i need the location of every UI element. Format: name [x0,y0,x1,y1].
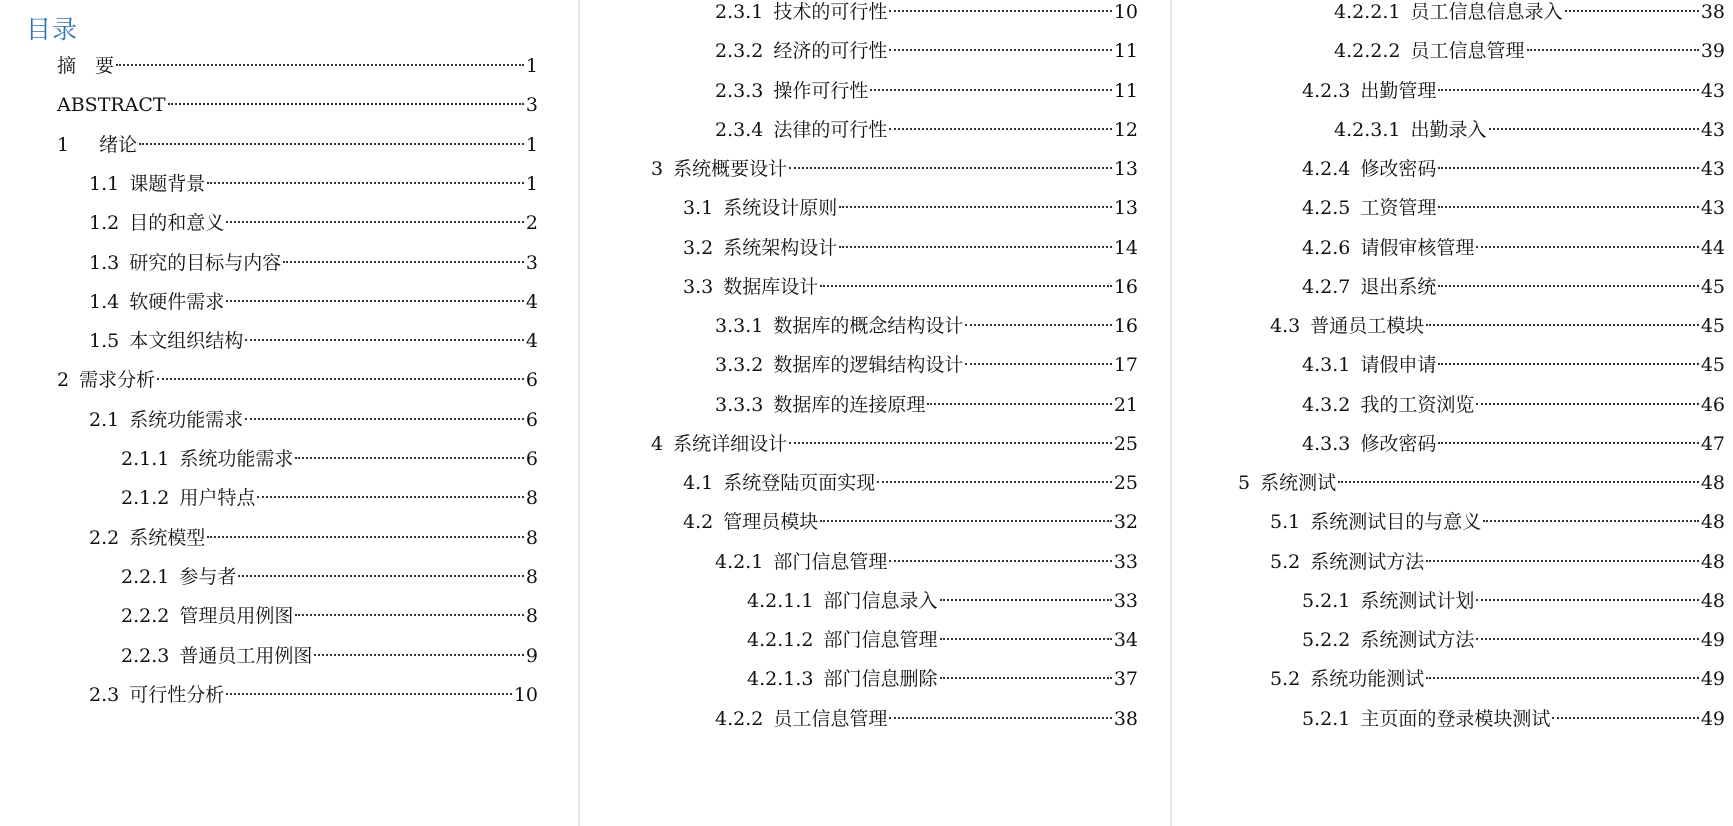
toc-entry-number: 2.2.2 [121,605,170,628]
toc-dot-leader [889,10,1111,12]
toc-entry-page-number: 12 [1113,118,1138,141]
toc-entry-number: 4.2 [683,511,714,534]
toc-dot-leader [283,261,524,263]
toc-dot-leader [226,300,524,302]
toc-entry-number: 2.2.3 [121,644,170,667]
toc-entry[interactable] [747,665,1138,693]
toc-entry-page-number: 33 [1113,550,1138,573]
toc-entry-page-number: 45 [1700,354,1725,377]
toc-entry[interactable] [89,681,538,709]
toc-entry-number: 2.2.1 [121,565,170,588]
toc-entry-page-number: 1 [525,133,538,156]
toc-dot-leader [940,638,1112,640]
toc-entry[interactable] [89,209,538,237]
toc-dot-leader [1527,49,1699,51]
toc-entry[interactable] [121,563,538,591]
toc-entry-page-number: 16 [1113,315,1138,337]
toc-entry-label: 系统测试计划 [1360,589,1475,612]
toc-entry-label: 数据库设计 [723,275,819,298]
toc-entry-number: 2.1.1 [121,448,170,470]
toc-dot-leader [789,442,1112,444]
toc-entry-label: 普通员工用例图 [179,644,313,667]
toc-entry-page-number: 13 [1113,197,1138,220]
toc-entry-page-number: 13 [1113,158,1138,180]
toc-entry[interactable] [121,642,538,670]
toc-entry-label: 部门信息删除 [823,668,938,691]
toc-dot-leader [965,324,1111,326]
toc-entry-label: 数据库的概念结构设计 [773,315,964,337]
toc-entry-page-number: 6 [525,408,538,431]
toc-dot-leader [820,285,1112,287]
toc-entry-number: 4.3.2 [1302,393,1351,416]
toc-entry[interactable] [89,406,538,434]
toc-entry-page-number: 16 [1113,275,1138,298]
toc-entry-number: 4.2.2 [715,707,764,730]
toc-dot-leader [238,575,524,577]
toc-entry-page-number: 48 [1700,511,1725,534]
toc-entry[interactable] [121,602,538,630]
toc-entry[interactable] [1302,626,1725,654]
toc-entry-number: 3.3 [683,275,714,298]
toc-entry-label: 请假审核管理 [1360,236,1475,259]
toc-entry[interactable] [715,0,1138,26]
toc-entry[interactable] [121,484,538,512]
toc-dot-leader [1476,403,1698,405]
toc-entry-number: 3.3.3 [715,393,764,416]
toc-dot-leader [257,496,524,498]
toc-entry-page-number: 38 [1700,1,1725,23]
toc-entry-page-number: 25 [1113,472,1138,494]
toc-entry-number: 2.3.3 [715,79,764,102]
toc-entry[interactable] [1302,391,1725,419]
toc-dot-leader [820,520,1112,522]
toc-entry-label: 部门信息录入 [823,589,938,612]
toc-entry-number: 4.2.5 [1302,197,1351,220]
toc-entry-page-number: 1 [525,172,538,195]
toc-entry[interactable] [1334,0,1725,26]
toc-entry-label: 管理员模块 [723,511,819,534]
toc-entry-label: 数据库的逻辑结构设计 [773,354,964,377]
toc-dot-leader [1426,324,1699,326]
toc-entry-label: 可行性分析 [129,683,225,706]
toc-entry[interactable] [1238,469,1725,497]
toc-entry-label: 软硬件需求 [129,290,225,313]
toc-entry-number: 4.2.1.1 [747,589,814,612]
toc-entry-page-number: 10 [513,683,538,706]
toc-entry-number: 4.2.7 [1302,275,1351,298]
toc-dot-leader [1438,363,1698,365]
toc-entry-label: 系统详细设计 [673,432,788,455]
toc-entry-number: 5.1 [1270,511,1301,534]
toc-entry-label: 部门信息管理 [773,550,888,573]
toc-entry-label: 系统功能需求 [179,448,294,470]
toc-entry-number: 2.3 [89,683,120,706]
toc-entry-page-number: 2 [525,212,538,235]
toc-dot-leader [295,614,524,616]
toc-entry-label: 系统测试方法 [1310,550,1425,573]
toc-entry-page-number: 43 [1700,118,1725,141]
toc-entry[interactable] [89,524,538,552]
toc-entry-page-number: 3 [525,94,538,117]
toc-entry[interactable] [1302,351,1725,379]
toc-entry-page-number: 6 [525,448,538,470]
toc-dot-leader [889,717,1111,719]
toc-entry[interactable] [89,249,538,277]
toc-entry-page-number: 34 [1113,629,1138,651]
toc-entry-number: 5.2.1 [1302,589,1351,612]
toc-dot-leader [1476,638,1698,640]
toc-dot-leader [226,693,512,695]
toc-entry-page-number: 47 [1700,432,1725,455]
toc-entry-label: 研究的目标与内容 [129,251,282,274]
toc-dot-leader [116,64,524,66]
toc-entry-number: 1.2 [89,212,120,235]
toc-entry-number: 2 [57,369,70,392]
toc-entry-number: 5.2.1 [1302,707,1351,730]
toc-entry[interactable] [683,469,1138,497]
toc-entry-number: 4.2.3.1 [1334,118,1401,141]
toc-entry-number: 1.3 [89,251,120,274]
toc-entry[interactable] [715,705,1138,733]
toc-entry-page-number: 38 [1113,707,1138,730]
toc-dot-leader [295,457,524,459]
toc-page-1 [0,0,578,826]
toc-entry-label: 主页面的登录模块测试 [1360,707,1551,730]
toc-entry[interactable] [1302,234,1725,262]
toc-entry[interactable] [57,91,538,119]
toc-entry-label: 参与者 [179,565,237,588]
toc-entry[interactable] [715,77,1138,105]
toc-entry-label: 修改密码 [1360,432,1437,455]
toc-dot-leader [1338,481,1699,483]
toc-dot-leader [226,221,524,223]
toc-dot-leader [965,363,1111,365]
toc-entry[interactable] [715,548,1138,576]
toc-entry-page-number: 48 [1700,589,1725,612]
toc-dot-leader [1438,206,1698,208]
toc-entry[interactable] [1302,194,1725,222]
toc-entry[interactable] [1270,548,1725,576]
toc-dot-leader [1438,442,1698,444]
toc-entry-label: 普通员工模块 [1310,315,1425,337]
toc-dot-leader [1426,560,1699,562]
toc-entry[interactable] [651,155,1138,183]
toc-entry[interactable] [683,194,1138,222]
toc-entry-page-number: 25 [1113,432,1138,455]
toc-entry-page-number: 3 [525,251,538,274]
toc-entry-label: 系统概要设计 [673,158,788,180]
toc-entry-label: 员工信息信息录入 [1410,1,1563,23]
toc-entry[interactable] [1302,587,1725,615]
toc-entry[interactable] [1270,508,1725,536]
toc-entry-label: 数据库的连接原理 [773,393,926,416]
toc-entry-page-number: 45 [1700,315,1725,337]
toc-entry-page-number: 11 [1113,79,1138,102]
toc-dot-leader [877,481,1112,483]
toc-entry-label: 修改密码 [1360,158,1437,180]
toc-entry-number: 4.2.3 [1302,79,1351,102]
toc-dot-leader [889,128,1111,130]
toc-entry-number: 4.2.4 [1302,158,1351,180]
toc-entry[interactable] [121,445,538,473]
toc-entry-number: 1.1 [89,172,120,195]
toc-dot-leader [839,246,1112,248]
toc-entry-number: 2.2 [89,526,120,549]
toc-entry[interactable] [1270,665,1725,693]
toc-entry-page-number: 32 [1113,511,1138,534]
toc-entry-page-number: 8 [525,487,538,510]
toc-entry-label: 退出系统 [1360,275,1437,298]
toc-entry-page-number: 8 [525,605,538,628]
toc-entry-number: 摘 要 [57,55,115,77]
toc-entry-number: 2.3.2 [715,40,764,63]
toc-entry[interactable] [747,587,1138,615]
toc-entry-page-number: 43 [1700,197,1725,220]
toc-entry-number: 4.3 [1270,315,1301,337]
toc-entry-number: 5.2 [1270,668,1301,691]
toc-entry-page-number: 21 [1113,393,1138,416]
toc-entry-number: 4.3.1 [1302,354,1351,377]
toc-entry-number: 5.2.2 [1302,629,1351,651]
toc-entry-page-number: 45 [1700,275,1725,298]
toc-dot-leader [1438,167,1698,169]
toc-entry[interactable] [651,430,1138,458]
toc-entry-label: 我的工资浏览 [1360,393,1475,416]
toc-entry[interactable] [715,391,1138,419]
toc-dot-leader [314,654,524,656]
toc-entry-number: 5.2 [1270,550,1301,573]
toc-entry-number: 3 [651,158,664,180]
toc-entry-number: 1 [57,133,70,156]
toc-entry-label: 管理员用例图 [179,605,294,628]
toc-entry[interactable] [715,37,1138,65]
toc-entry[interactable] [57,52,538,80]
toc-entry-label: 需求分析 [79,369,156,392]
toc-dot-leader [245,418,524,420]
toc-dot-leader [1476,246,1698,248]
toc-entry[interactable] [1302,273,1725,301]
toc-entry-label: 技术的可行性 [773,1,888,23]
toc-entry-page-number: 33 [1113,589,1138,612]
toc-entry-page-number: 39 [1700,40,1725,63]
toc-entry-page-number: 48 [1700,550,1725,573]
toc-dot-leader [927,403,1111,405]
toc-page-2 [580,0,1170,826]
toc-dot-leader [139,143,524,145]
toc-entry-page-number: 6 [525,369,538,392]
toc-entry-label: 出勤录入 [1410,118,1487,141]
toc-entry-number: 1.4 [89,290,120,313]
toc-entry-page-number: 1 [525,55,538,77]
toc-dot-leader [1489,128,1699,130]
toc-entry-label: 系统功能测试 [1310,668,1425,691]
toc-entry[interactable] [1302,77,1725,105]
toc-entry-page-number: 37 [1113,668,1138,691]
toc-entry-number: 4.2.2.1 [1334,1,1401,23]
toc-entry[interactable] [89,288,538,316]
toc-entry-label: 系统测试 [1260,472,1337,494]
toc-entry[interactable] [1270,312,1725,340]
toc-entry-number: 5 [1238,472,1251,494]
toc-entry-number: 4.2.1.3 [747,668,814,691]
toc-dot-leader [1426,677,1699,679]
toc-dot-leader [940,599,1112,601]
toc-entry-label: 系统测试方法 [1360,629,1475,651]
toc-entry-page-number: 49 [1700,668,1725,691]
toc-entry-number: 2.3.1 [715,1,764,23]
toc-entry-number: 3.1 [683,197,714,220]
toc-entry-page-number: 46 [1700,393,1725,416]
toc-entry-label: 员工信息管理 [1410,40,1525,63]
toc-entry-number: 4.3.3 [1302,432,1351,455]
toc-entry-number: 4.2.1.2 [747,629,814,651]
toc-entry-label: 课题背景 [129,172,206,195]
toc-dot-leader [168,103,524,105]
toc-entry-page-number: 4 [525,330,538,353]
toc-entry-label: 系统设计原则 [723,197,838,220]
toc-entry-page-number: 8 [525,565,538,588]
toc-entry-number: 4 [651,432,664,455]
toc-entry-number: ABSTRACT [57,94,166,117]
toc-entry-label: 法律的可行性 [773,118,888,141]
toc-entry[interactable] [683,273,1138,301]
toc-dot-leader [1476,599,1698,601]
toc-entry[interactable] [683,508,1138,536]
toc-entry-page-number: 48 [1700,472,1725,494]
toc-entry-number: 4.2.1 [715,550,764,573]
toc-dot-leader [1438,285,1698,287]
toc-dot-leader [889,49,1111,51]
toc-entry-label: 部门信息管理 [823,629,938,651]
toc-entry-label: 出勤管理 [1360,79,1437,102]
toc-entry-label: 系统测试目的与意义 [1310,511,1482,534]
toc-dot-leader [789,167,1112,169]
toc-entry[interactable] [683,234,1138,262]
toc-dot-leader [839,206,1112,208]
toc-entry-page-number: 10 [1113,1,1138,23]
toc-entry-number: 2.1 [89,408,120,431]
toc-dot-leader [157,378,524,380]
toc-entry-number: 4.2.6 [1302,236,1351,259]
toc-dot-leader [207,182,524,184]
toc-entry-label: 用户特点 [179,487,256,510]
toc-title: 目录 [26,15,79,44]
toc-dot-leader [870,89,1111,91]
toc-entry[interactable] [57,366,538,394]
toc-entry-label: 系统模型 [129,526,206,549]
toc-entry[interactable] [715,312,1138,340]
toc-entry-number: 3.2 [683,236,714,259]
toc-entry-number: 2.3.4 [715,118,764,141]
toc-entry[interactable] [715,116,1138,144]
toc-page-3 [1172,0,1733,826]
toc-entry-page-number: 4 [525,290,538,313]
toc-entry[interactable] [715,351,1138,379]
toc-entry-label: 本文组织结构 [129,330,244,353]
toc-dot-leader [1483,520,1699,522]
toc-entry-label: 操作可行性 [773,79,869,102]
toc-entry-label: 绪论 [99,133,138,156]
toc-entry-number: 2.1.2 [121,487,170,510]
toc-entry-page-number: 14 [1113,236,1138,259]
toc-entry-number: 3.3.1 [715,315,764,337]
toc-entry-page-number: 44 [1700,236,1725,259]
toc-dot-leader [940,677,1112,679]
toc-entry-label: 请假申请 [1360,354,1437,377]
toc-entry-page-number: 43 [1700,79,1725,102]
toc-entry-label: 工资管理 [1360,197,1437,220]
toc-entry-label: 员工信息管理 [773,707,888,730]
toc-entry-page-number: 11 [1113,40,1138,63]
toc-entry-label: 系统架构设计 [723,236,838,259]
toc-entry-number: 1.5 [89,330,120,353]
toc-entry[interactable] [1302,705,1725,733]
toc-entry-page-number: 49 [1700,629,1725,651]
toc-entry[interactable] [747,626,1138,654]
toc-entry-page-number: 17 [1113,354,1138,377]
toc-entry-page-number: 49 [1700,707,1725,730]
toc-entry[interactable] [89,327,538,355]
toc-entry[interactable] [57,131,538,159]
toc-dot-leader [245,339,524,341]
toc-entry[interactable] [1334,37,1725,65]
toc-entry-label: 系统登陆页面实现 [723,472,876,494]
toc-entry[interactable] [89,170,538,198]
toc-entry-number: 4.1 [683,472,714,494]
toc-dot-leader [1438,89,1698,91]
toc-dot-leader [889,560,1111,562]
toc-entry-page-number: 43 [1700,158,1725,180]
toc-entry-page-number: 9 [525,644,538,667]
toc-entry-label: 经济的可行性 [773,40,888,63]
toc-entry-number: 3.3.2 [715,354,764,377]
toc-entry[interactable] [1302,430,1725,458]
toc-entry[interactable] [1302,155,1725,183]
toc-dot-leader [207,536,524,538]
toc-entry-label: 目的和意义 [129,212,225,235]
toc-entry-page-number: 8 [525,526,538,549]
toc-entry-label: 系统功能需求 [129,408,244,431]
toc-dot-leader [1565,10,1699,12]
toc-dot-leader [1552,717,1698,719]
toc-entry[interactable] [1334,116,1725,144]
toc-entry-number: 4.2.2.2 [1334,40,1401,63]
